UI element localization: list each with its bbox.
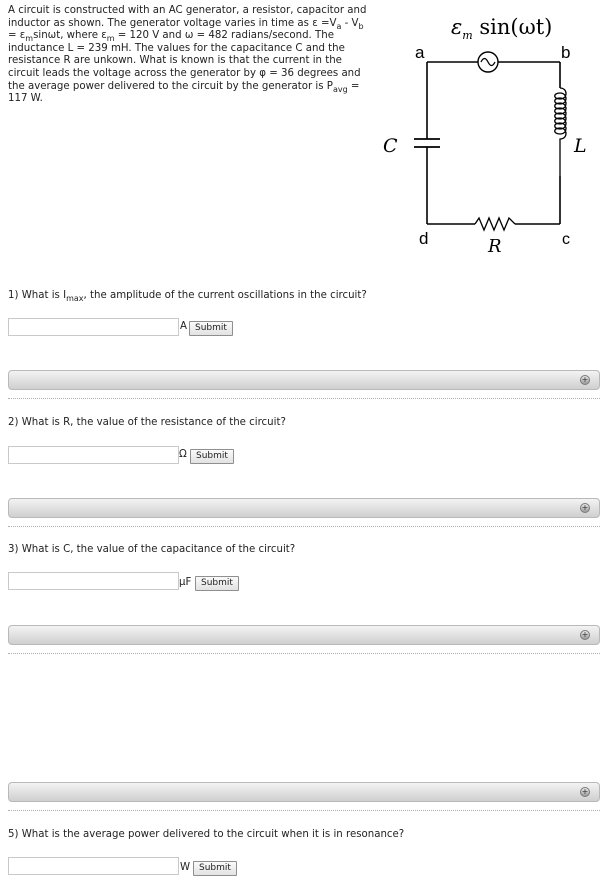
divider [8,653,600,654]
question-2-unit: Ω [179,449,187,460]
question-3-text: 3) What is C, the value of the capacitance of the circuit? [8,544,296,555]
divider [8,810,600,811]
question-5-text: 5) What is the average power delivered to the circuit when it is in resonance? [8,829,405,840]
question-2-text: 2) What is R, the value of the resistance of the circuit? [8,417,286,428]
node-d-label: d [419,229,429,248]
question-1-hint-bar[interactable] [8,370,600,390]
plus-circle-icon[interactable]: + [581,503,589,512]
circuit-diagram [365,0,605,260]
plus-circle-icon[interactable]: + [581,630,589,639]
resistor-symbol [475,218,515,230]
node-c-label: c [562,231,570,248]
question-3-answer-input[interactable] [8,572,179,590]
capacitor-symbol [414,139,440,147]
divider [8,526,600,527]
question-1-text: 1) What is $I_{max}$, the amplitude of the current oscillations in the circuit? [8,290,367,303]
question-1-submit-button[interactable]: Submit [189,321,233,336]
question-3-hint-bar[interactable] [8,625,600,645]
problem-statement: A circuit is constructed with an AC generator, a resistor, capacitor and inductor as shown. The generator voltage varies in time as $\varepsilon =V_a - V_b = \varepsilon_m\sin\omega t$, where $\varepsilon_m = 120$ V and ω = 482 radians/second. The inductance L = 239 mH. The values for the capacitance C and the resistance R are unkown. What is known is that the current in the circuit leads the voltage across the generator by φ = 36 degrees and the average power delivered to the circuit by the generator is $P_{avg} = 117$ W. [8,5,367,105]
resistor-label: R [488,236,502,257]
question-5-unit: W [180,862,191,873]
question-2-answer-input[interactable] [8,446,179,464]
node-a-label: a [415,43,425,62]
question-1-unit: A [180,321,187,332]
node-b-label: b [561,43,571,62]
ac-source-symbol [478,52,498,72]
question-1-answer-input[interactable] [8,318,179,336]
question-2-submit-button[interactable]: Submit [190,449,234,464]
question-4-hint-bar[interactable] [8,782,600,802]
question-3-submit-button[interactable]: Submit [195,576,239,591]
inductor-label: L [574,135,587,157]
divider [8,398,600,399]
question-5-answer-input[interactable] [8,857,179,875]
plus-circle-icon[interactable]: + [581,787,589,796]
question-5-submit-button[interactable]: Submit [193,861,237,876]
capacitor-label: C [383,135,398,157]
question-3-unit: μF [179,577,192,588]
source-label: $\varepsilon_m$ sin(ωt) [451,15,553,42]
inductor-symbol [555,88,566,176]
plus-circle-icon[interactable]: + [581,375,589,384]
question-2-hint-bar[interactable] [8,498,600,518]
